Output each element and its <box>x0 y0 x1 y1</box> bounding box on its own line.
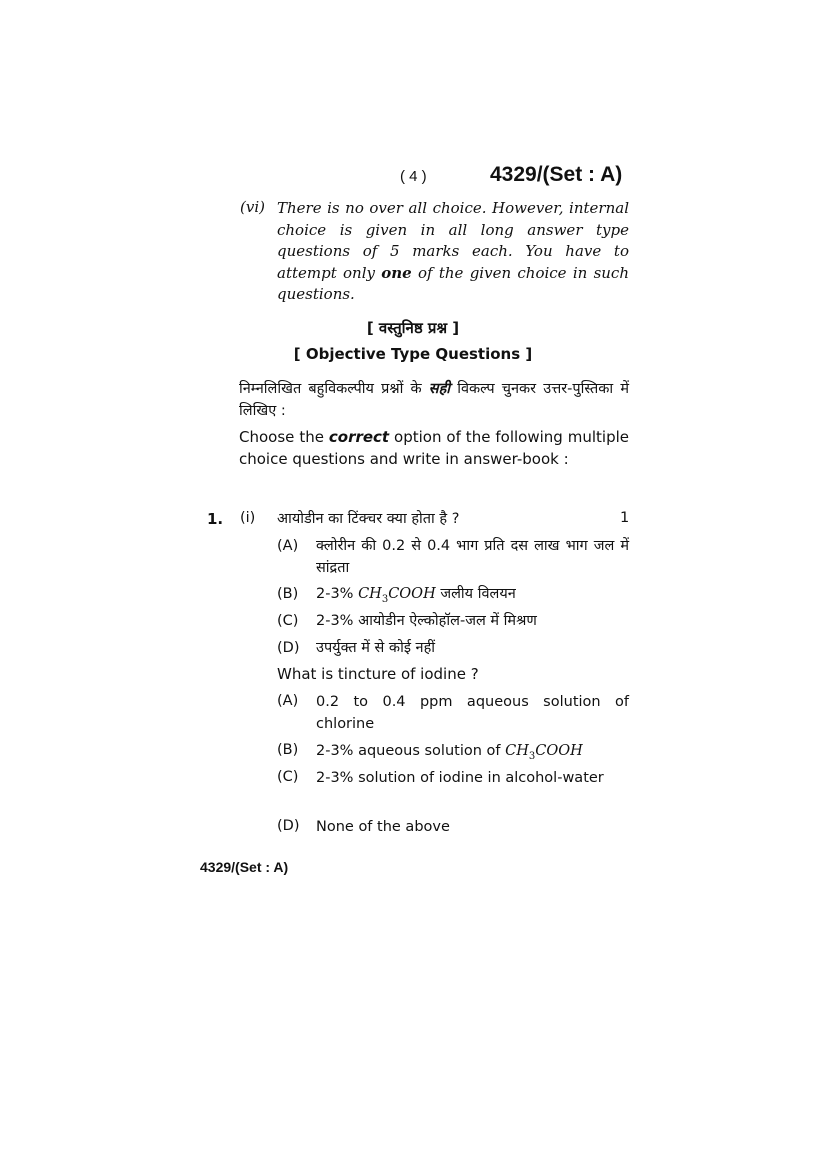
question-text-hindi: आयोडीन का टिंक्चर क्या होता है ? <box>277 511 460 527</box>
formula-part-cooh: COOH <box>535 743 583 759</box>
instruction-emphasis: one <box>381 263 412 282</box>
hindi-option-label-c: (C) <box>277 613 299 629</box>
directions-english-emphasis: correct <box>328 428 390 446</box>
directions-english-part1: Choose the <box>239 428 329 446</box>
instruction-label: (vi) <box>240 198 265 216</box>
english-option-label-c: (C) <box>277 769 299 785</box>
directions-hindi-emphasis: सही <box>428 381 451 397</box>
hindi-option-label-d: (D) <box>277 640 300 656</box>
page-number: ( 4 ) <box>400 168 427 185</box>
hindi-option-b-suffix: जलीय विलयन <box>435 586 516 602</box>
question-number: 1. <box>207 510 224 528</box>
hindi-option-b-formula <box>358 586 436 605</box>
formula-part-ch: CH <box>505 743 529 759</box>
english-option-b-prefix: 2-3% aqueous solution of <box>316 743 506 759</box>
english-option-text-d: None of the above <box>316 819 450 835</box>
question-text-english: What is tincture of iodine ? <box>277 665 479 683</box>
paper-code-footer: 4329/(Set : A) <box>200 859 289 875</box>
directions-hindi-part2: विकल्प चुनकर उत्तर-पुस्तिका में लिखिए : <box>239 381 629 419</box>
formula-subscript: 3 <box>381 593 389 605</box>
hindi-option-text-b <box>316 583 629 611</box>
directions-hindi <box>239 378 629 422</box>
directions-english-part2: option of the following multiple choice questions and write in answer-book : <box>239 428 629 468</box>
hindi-option-label-b: (B) <box>277 586 299 602</box>
formula-subscript: 3 <box>528 750 536 762</box>
hindi-option-text-a: क्लोरीन की 0.2 से 0.4 भाग प्रति दस लाख भाग जल में सांद्रता <box>316 538 629 576</box>
english-option-text-a: 0.2 to 0.4 ppm aqueous solution of chlorine <box>316 694 629 732</box>
directions-hindi-part1: निम्नलिखित बहुविकल्पीय प्रश्नों के <box>239 381 429 397</box>
section-heading-english: [ Objective Type Questions ] <box>293 345 533 363</box>
hindi-option-text-c: 2-3% आयोडीन ऐल्कोहॉल-जल में मिश्रण <box>316 613 537 629</box>
english-option-label-b: (B) <box>277 742 299 758</box>
english-option-text-b <box>316 740 629 768</box>
hindi-option-text-d: उपर्युक्त में से कोई नहीं <box>316 640 436 656</box>
hindi-option-b-prefix: 2-3% <box>316 586 359 602</box>
english-option-label-a: (A) <box>277 693 299 709</box>
instruction-text <box>277 198 629 306</box>
hindi-option-label-a: (A) <box>277 538 299 554</box>
instruction-text-part2: of the given choice in such questions. <box>277 263 629 303</box>
question-marks: 1 <box>620 510 630 526</box>
directions-english <box>239 426 629 470</box>
paper-code-header: 4329/(Set : A) <box>490 163 623 186</box>
english-option-label-d: (D) <box>277 818 300 834</box>
english-option-b-formula <box>505 743 583 762</box>
formula-part-ch: CH <box>358 586 382 602</box>
section-heading-hindi <box>0 318 826 338</box>
instruction-text-part1: There is no over all choice. However, internal choice is given in all long answer type questions of 5 marks each. You have to attempt only <box>277 199 629 282</box>
section-heading-hindi-text: [ वस्तुनिष्ठ प्रश्न ] <box>366 319 460 337</box>
formula-part-cooh: COOH <box>388 586 436 602</box>
question-subpart: (i) <box>240 510 256 526</box>
english-option-text-c: 2-3% solution of iodine in alcohol-water <box>316 770 604 786</box>
